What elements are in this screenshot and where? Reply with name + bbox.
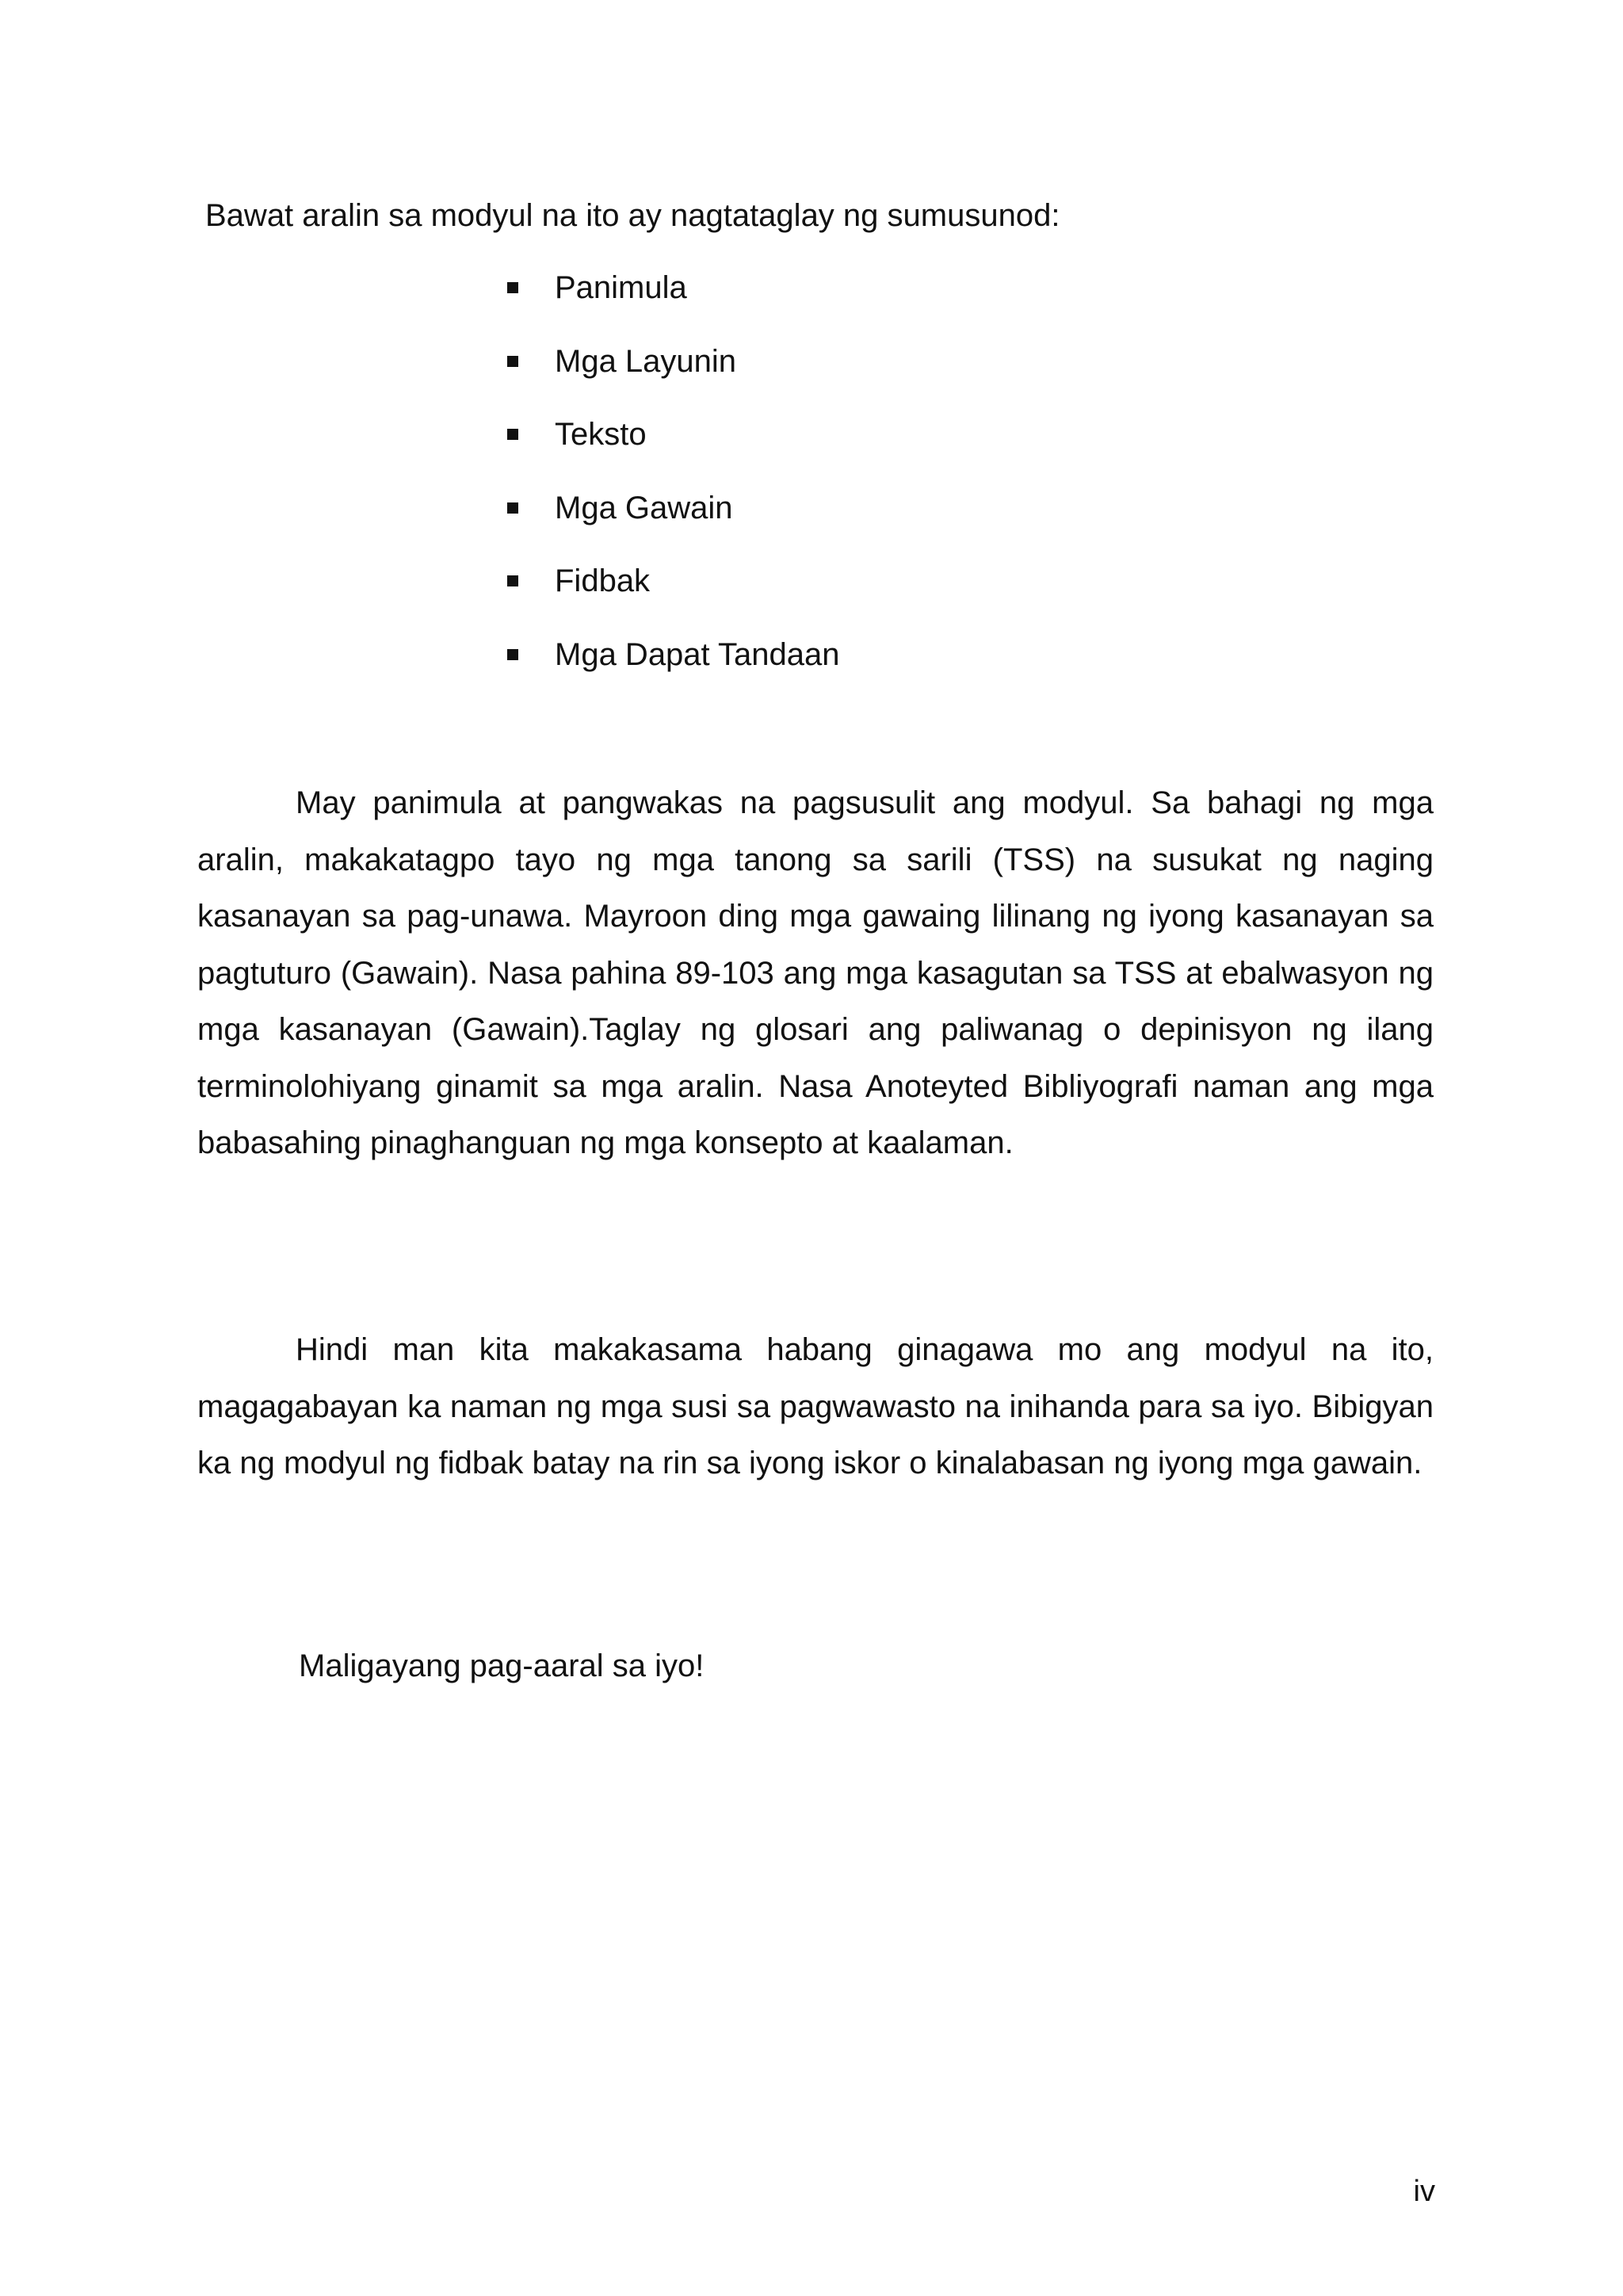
list-item <box>507 338 840 411</box>
list-item-label: Mga Dapat Tandaan <box>555 636 840 672</box>
square-bullet-icon <box>507 429 518 440</box>
list-item <box>507 631 840 705</box>
square-bullet-icon <box>507 282 518 293</box>
list-item-label: Teksto <box>555 417 647 452</box>
square-bullet-icon <box>507 502 518 514</box>
list-item <box>507 484 840 558</box>
intro-sentence: Bawat aralin sa modyul na ito ay nagtataglay ng sumusunod: <box>205 198 1060 233</box>
closing-greeting: Maligayang pag-aaral sa iyo! <box>299 1648 705 1683</box>
list-item-label: Panimula <box>555 270 687 305</box>
list-item-label: Fidbak <box>555 563 651 598</box>
list-item-label: Mga Gawain <box>555 490 733 525</box>
list-item <box>507 411 840 484</box>
lesson-sections-list <box>507 264 840 704</box>
list-item-label: Mga Layunin <box>555 343 737 379</box>
square-bullet-icon <box>507 575 518 586</box>
page-number: iv <box>1413 2175 1435 2208</box>
body-paragraph-modyul-structure: May panimula at pangwakas na pagsusulit ang modyul. Sa bahagi ng mga aralin, makakatagpo tayo ng mga tanong sa sarili (TSS) na susukat ng naging kasanayan sa pag-unawa. Mayroon ding mga gawaing lilinang ng iyong kasanayan sa pagtuturo (Gawain). Nasa pahina 89-103 ang mga kasagutan sa TSS at ebalwasyon ng mga kasanayan (Gawain).Taglay ng glosari ang paliwanag o depinisyon ng ilang terminolohiyang ginamit sa mga aralin. Nasa Anoteyted Bibliyografi naman ang mga babasahing pinaghanguan ng mga konsepto at kaalaman. <box>197 785 1434 1160</box>
body-paragraph-feedback: Hindi man kita makakasama habang ginagawa mo ang modyul na ito, magagabayan ka naman ng mga susi sa pagwawasto na inihanda para sa iyo. Bibigyan ka ng modyul ng fidbak batay na rin sa iyong iskor o kinalabasan ng iyong mga gawain. <box>197 1332 1434 1480</box>
square-bullet-icon <box>507 356 518 367</box>
square-bullet-icon <box>507 649 518 660</box>
list-item <box>507 264 840 338</box>
list-item <box>507 557 840 631</box>
